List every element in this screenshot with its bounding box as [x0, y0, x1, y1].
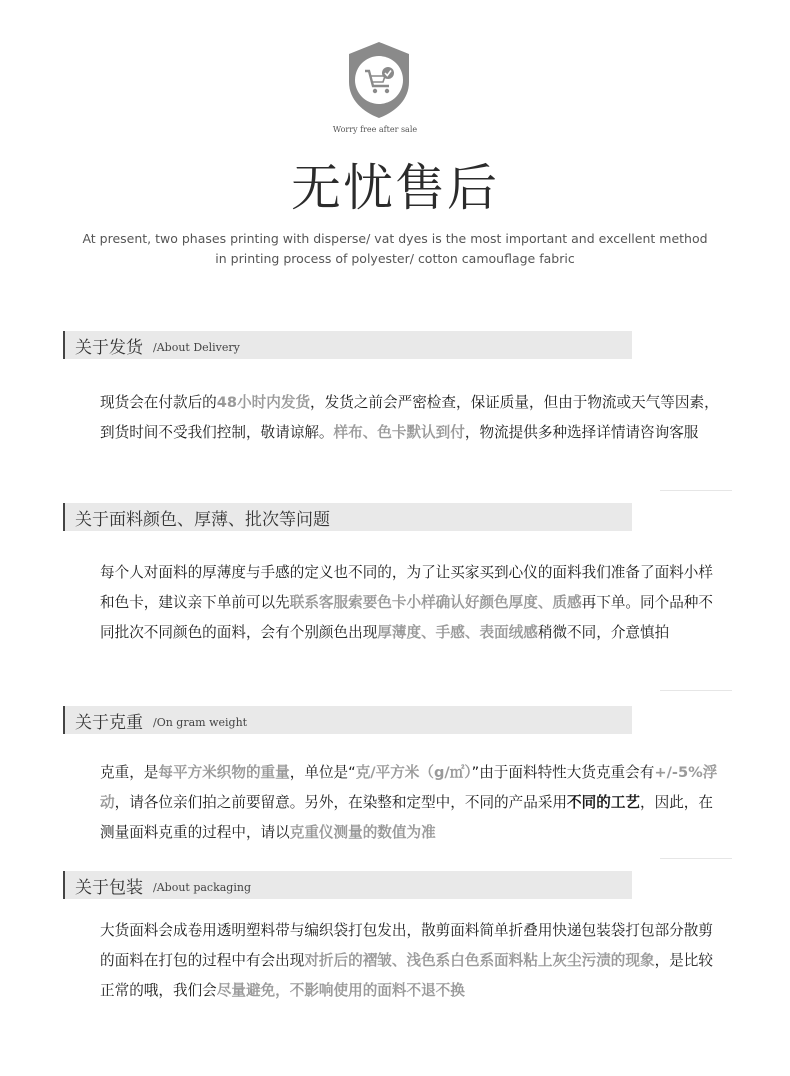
body-text: 克重，是 [100, 764, 159, 781]
highlight-text: 对折后的褶皱、浅色系白色系面料粘上灰尘污渍的现象 [304, 952, 655, 969]
body-text: ，是比较正常的哦，我们会 [100, 952, 713, 999]
body-text: ，因此，在测量面料克重的过程中，请以 [100, 794, 713, 841]
logo-caption: Worry free after sale [332, 125, 418, 134]
page-title: 无忧售后 [291, 159, 499, 217]
highlight-text: 厚薄度、手感、表面绒感 [377, 624, 538, 641]
section-header-packaging [63, 871, 632, 899]
section-title: 关于包装 [75, 877, 143, 898]
section-body-fabric-issues [100, 558, 720, 648]
highlight-text: 克/平方米（g/㎡） [355, 764, 472, 781]
section-subtitle: /About packaging [153, 881, 251, 894]
highlight-text: 48小时内发货 [216, 394, 311, 411]
section-body-packaging [100, 916, 720, 1006]
body-text: ，请各位亲们拍之前要留意。另外，在染整和定型中，不同的产品采用 [114, 794, 568, 811]
body-text: 大货面料会成卷用透明塑料带与编织袋打包发出，散剪面料简单折叠用快递包装袋打包部分散剪的面料在打包的过程中有会出现 [100, 922, 713, 969]
body-text: 再下单。同个品种不同批次不同颜色的面料，会有个别颜色出现 [100, 594, 713, 641]
highlight-text: 尽量避免，不影响使用的面料不退不换 [216, 982, 465, 999]
section-title: 关于发货 [75, 337, 143, 358]
section-body-gram-weight [100, 758, 720, 848]
body-text: ，物流提供多种选择详情请咨询客服 [464, 424, 699, 441]
bold-text: 不同的工艺 [567, 794, 641, 811]
highlight-text: 每平方米织物的重量 [158, 764, 290, 781]
body-text: 现货会在付款后的 [100, 394, 217, 411]
section-header-gram-weight [63, 706, 632, 734]
divider-line [660, 490, 732, 491]
section-subtitle: /About Delivery [153, 341, 240, 354]
highlight-text: +/-5%浮动 [100, 764, 718, 811]
section-body-delivery [100, 388, 720, 448]
section-subtitle: /On gram weight [153, 716, 248, 729]
divider-line [660, 690, 732, 691]
page-subtitle: At present, two phases printing with disperse/ vat dyes is the most important and excellent method in printing process of polyester/ cotton camouflage fabric [82, 231, 708, 266]
body-text: ，发货之前会严密检查，保证质量，但由于物流或天气等因素，到货时间不受我们控制，敬请谅解。 [100, 394, 719, 441]
section-title: 关于面料颜色、厚薄、批次等问题 [75, 509, 330, 530]
body-text: ，单位是“ [289, 764, 356, 781]
highlight-text: 联系客服索要色卡小样确认好颜色厚度、质感 [289, 594, 582, 611]
section-header-fabric-issues [63, 503, 632, 531]
divider-line [660, 858, 732, 859]
body-text: 每个人对面料的厚薄度与手感的定义也不同的，为了让买家买到心仪的面料我们准备了面料小样和色卡，建议亲下单前可以先 [100, 564, 713, 611]
body-text: 稍微不同，介意慎拍 [537, 624, 670, 641]
section-title: 关于克重 [75, 712, 143, 733]
body-text: ”由于面料特性大货克重会有 [471, 764, 655, 781]
highlight-text: 样布、色卡默认到付 [333, 424, 465, 441]
section-header-delivery [63, 331, 632, 359]
shield-cart-logo [345, 40, 413, 120]
highlight-text: 克重仪测量的数值为准 [289, 824, 436, 841]
